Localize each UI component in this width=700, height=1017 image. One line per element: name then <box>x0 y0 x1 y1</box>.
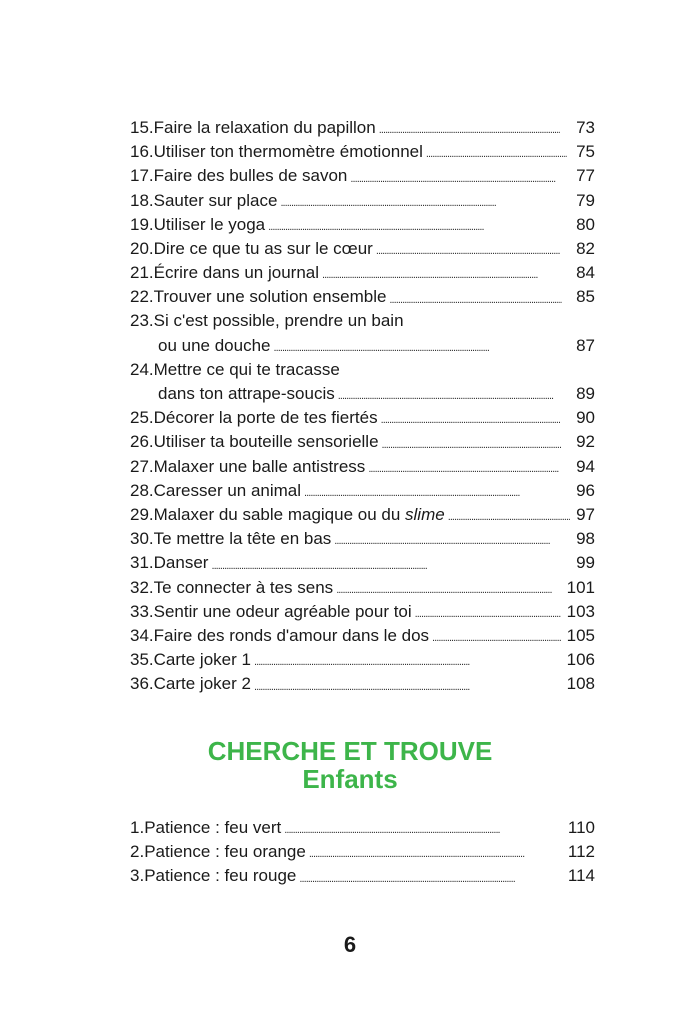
entry-page: 92 <box>576 432 595 452</box>
toc-entry[interactable] <box>130 189 595 213</box>
entry-number: 17. <box>130 166 154 186</box>
toc-entry[interactable] <box>130 576 595 600</box>
dot-leader <box>334 531 555 551</box>
toc-entry[interactable] <box>130 600 595 624</box>
entry-title: Faire des bulles de savon <box>153 166 348 186</box>
entry-number: 1. <box>130 817 145 837</box>
toc-entry[interactable] <box>130 624 595 648</box>
dot-leader <box>299 869 555 889</box>
entry-title: Caresser un animal <box>153 480 302 500</box>
entry-title: Sauter sur place <box>153 190 278 210</box>
dot-leader <box>389 290 561 310</box>
entry-page: 108 <box>566 674 595 694</box>
dot-leader <box>376 241 560 261</box>
entry-page: 80 <box>576 214 595 234</box>
toc-entry[interactable] <box>130 164 595 188</box>
entry-title: Danser <box>153 553 209 573</box>
entry-title: Patience : feu orange <box>144 842 306 862</box>
dot-leader <box>274 338 556 358</box>
entry-number: 34. <box>130 625 154 645</box>
entry-page: 73 <box>576 117 595 137</box>
toc-entry[interactable] <box>130 358 595 382</box>
toc-entry-continuation[interactable] <box>130 382 595 406</box>
entry-title: Dire ce que tu as sur le cœur <box>153 238 373 258</box>
toc-entry[interactable] <box>130 864 595 888</box>
dot-leader <box>448 507 570 527</box>
entry-page: 87 <box>576 335 595 355</box>
entry-page: 106 <box>566 650 595 670</box>
dot-leader <box>254 652 555 672</box>
entry-number: 28. <box>130 480 154 500</box>
entry-title-wrap <box>154 503 445 527</box>
entry-page: 112 <box>567 842 595 862</box>
dot-leader <box>379 120 560 140</box>
entry-title: Utiliser le yoga <box>153 214 266 234</box>
section-title: CHERCHE ET TROUVE <box>207 736 493 766</box>
entry-title: Patience : feu rouge <box>144 866 297 886</box>
page-number: 6 <box>343 932 357 957</box>
section-subtitle: Enfants <box>302 764 398 794</box>
entry-number: 3. <box>130 866 145 886</box>
dot-leader <box>382 435 561 455</box>
entry-title: Sentir une odeur agréable pour toi <box>153 601 412 621</box>
entry-title-italic: slime <box>405 504 445 524</box>
dot-leader <box>322 265 555 285</box>
dot-leader <box>368 459 558 479</box>
dot-leader <box>415 604 561 624</box>
entry-number: 19. <box>130 214 154 234</box>
table-of-contents <box>130 116 595 697</box>
entry-number: 33. <box>130 601 154 621</box>
toc-entry[interactable] <box>130 261 595 285</box>
dot-leader <box>254 677 555 697</box>
entry-page: 82 <box>576 238 595 258</box>
entry-page: 98 <box>576 529 595 549</box>
dot-leader <box>350 169 556 189</box>
entry-title: Patience : feu vert <box>144 817 282 837</box>
entry-page: 110 <box>567 817 595 837</box>
toc-entry[interactable] <box>130 672 595 696</box>
entry-title: Décorer la porte de tes fiertés <box>153 408 378 428</box>
entry-page: 101 <box>566 577 595 597</box>
dot-leader <box>211 556 555 576</box>
entry-number: 21. <box>130 263 154 283</box>
dot-leader <box>304 483 555 503</box>
entry-title: Carte joker 1 <box>153 650 251 670</box>
entry-number: 29. <box>130 504 154 524</box>
entry-page: 75 <box>576 142 595 162</box>
toc-entry[interactable] <box>130 479 595 503</box>
entry-number: 20. <box>130 238 154 258</box>
toc-entry[interactable] <box>130 816 595 840</box>
entry-page: 96 <box>576 480 595 500</box>
entry-page: 90 <box>576 408 595 428</box>
toc-entry[interactable] <box>130 840 595 864</box>
toc-entry[interactable] <box>130 237 595 261</box>
dot-leader <box>338 386 555 406</box>
entry-number: 23. <box>130 311 154 331</box>
entry-title: Malaxer une balle antistress <box>153 456 366 476</box>
toc-entry[interactable] <box>130 310 595 334</box>
entry-number: 35. <box>130 650 154 670</box>
entry-number: 27. <box>130 456 154 476</box>
toc-entry[interactable] <box>130 527 595 551</box>
entry-number: 24. <box>130 359 154 379</box>
entry-title: Trouver une solution ensemble <box>153 287 387 307</box>
entry-title: Faire des ronds d'amour dans le dos <box>153 625 430 645</box>
entry-page: 105 <box>566 625 595 645</box>
entry-title: Malaxer du sable magique ou du <box>153 504 406 524</box>
entry-number: 18. <box>130 190 154 210</box>
entry-title: Utiliser ta bouteille sensorielle <box>153 432 379 452</box>
dot-leader <box>284 820 555 840</box>
entry-number: 22. <box>130 287 154 307</box>
entry-page: 85 <box>576 287 595 307</box>
entry-title: Te mettre la tête en bas <box>153 529 332 549</box>
entry-number: 30. <box>130 529 154 549</box>
entry-page: 77 <box>576 166 595 186</box>
entry-title-continued: ou une douche <box>158 335 271 355</box>
toc-entry[interactable] <box>130 406 595 430</box>
entry-page: 103 <box>566 601 595 621</box>
entry-number: 26. <box>130 432 154 452</box>
entry-number: 25. <box>130 408 154 428</box>
entry-title: Mettre ce qui te tracasse <box>153 359 340 379</box>
entry-title-continued: dans ton attrape-soucis <box>158 384 335 404</box>
entry-page: 97 <box>576 504 595 524</box>
dot-leader <box>309 844 555 864</box>
entry-title: Utiliser ton thermomètre émotionnel <box>153 142 423 162</box>
toc-entry[interactable] <box>130 648 595 672</box>
dot-leader <box>268 217 555 237</box>
entry-page: 94 <box>576 456 595 476</box>
entry-page: 99 <box>576 553 595 573</box>
entry-number: 2. <box>130 842 145 862</box>
entry-title: Carte joker 2 <box>153 674 251 694</box>
dot-leader <box>432 628 561 648</box>
toc-entry[interactable] <box>130 140 595 164</box>
entry-title: Te connecter à tes sens <box>153 577 334 597</box>
dot-leader <box>336 580 555 600</box>
entry-number: 15. <box>130 117 154 137</box>
section-table-of-contents <box>130 816 595 889</box>
toc-entry[interactable] <box>130 503 595 527</box>
toc-entry-continuation[interactable] <box>130 334 595 358</box>
toc-entry[interactable] <box>130 551 595 575</box>
toc-entry[interactable] <box>130 455 595 479</box>
entry-number: 36. <box>130 674 154 694</box>
dot-leader <box>280 193 555 213</box>
dot-leader <box>381 410 561 430</box>
entry-title: Si c'est possible, prendre un bain <box>153 311 404 331</box>
toc-entry[interactable] <box>130 116 595 140</box>
entry-page: 89 <box>576 384 595 404</box>
entry-number: 32. <box>130 577 154 597</box>
entry-title: Faire la relaxation du papillon <box>153 117 376 137</box>
entry-number: 31. <box>130 553 154 573</box>
entry-page: 79 <box>576 190 595 210</box>
entry-number: 16. <box>130 142 154 162</box>
entry-title: Écrire dans un journal <box>153 263 320 283</box>
toc-entry[interactable] <box>130 285 595 309</box>
toc-entry[interactable] <box>130 213 595 237</box>
entry-page: 84 <box>576 263 595 283</box>
dot-leader <box>426 144 567 164</box>
toc-entry[interactable] <box>130 430 595 454</box>
entry-page: 114 <box>567 866 595 886</box>
